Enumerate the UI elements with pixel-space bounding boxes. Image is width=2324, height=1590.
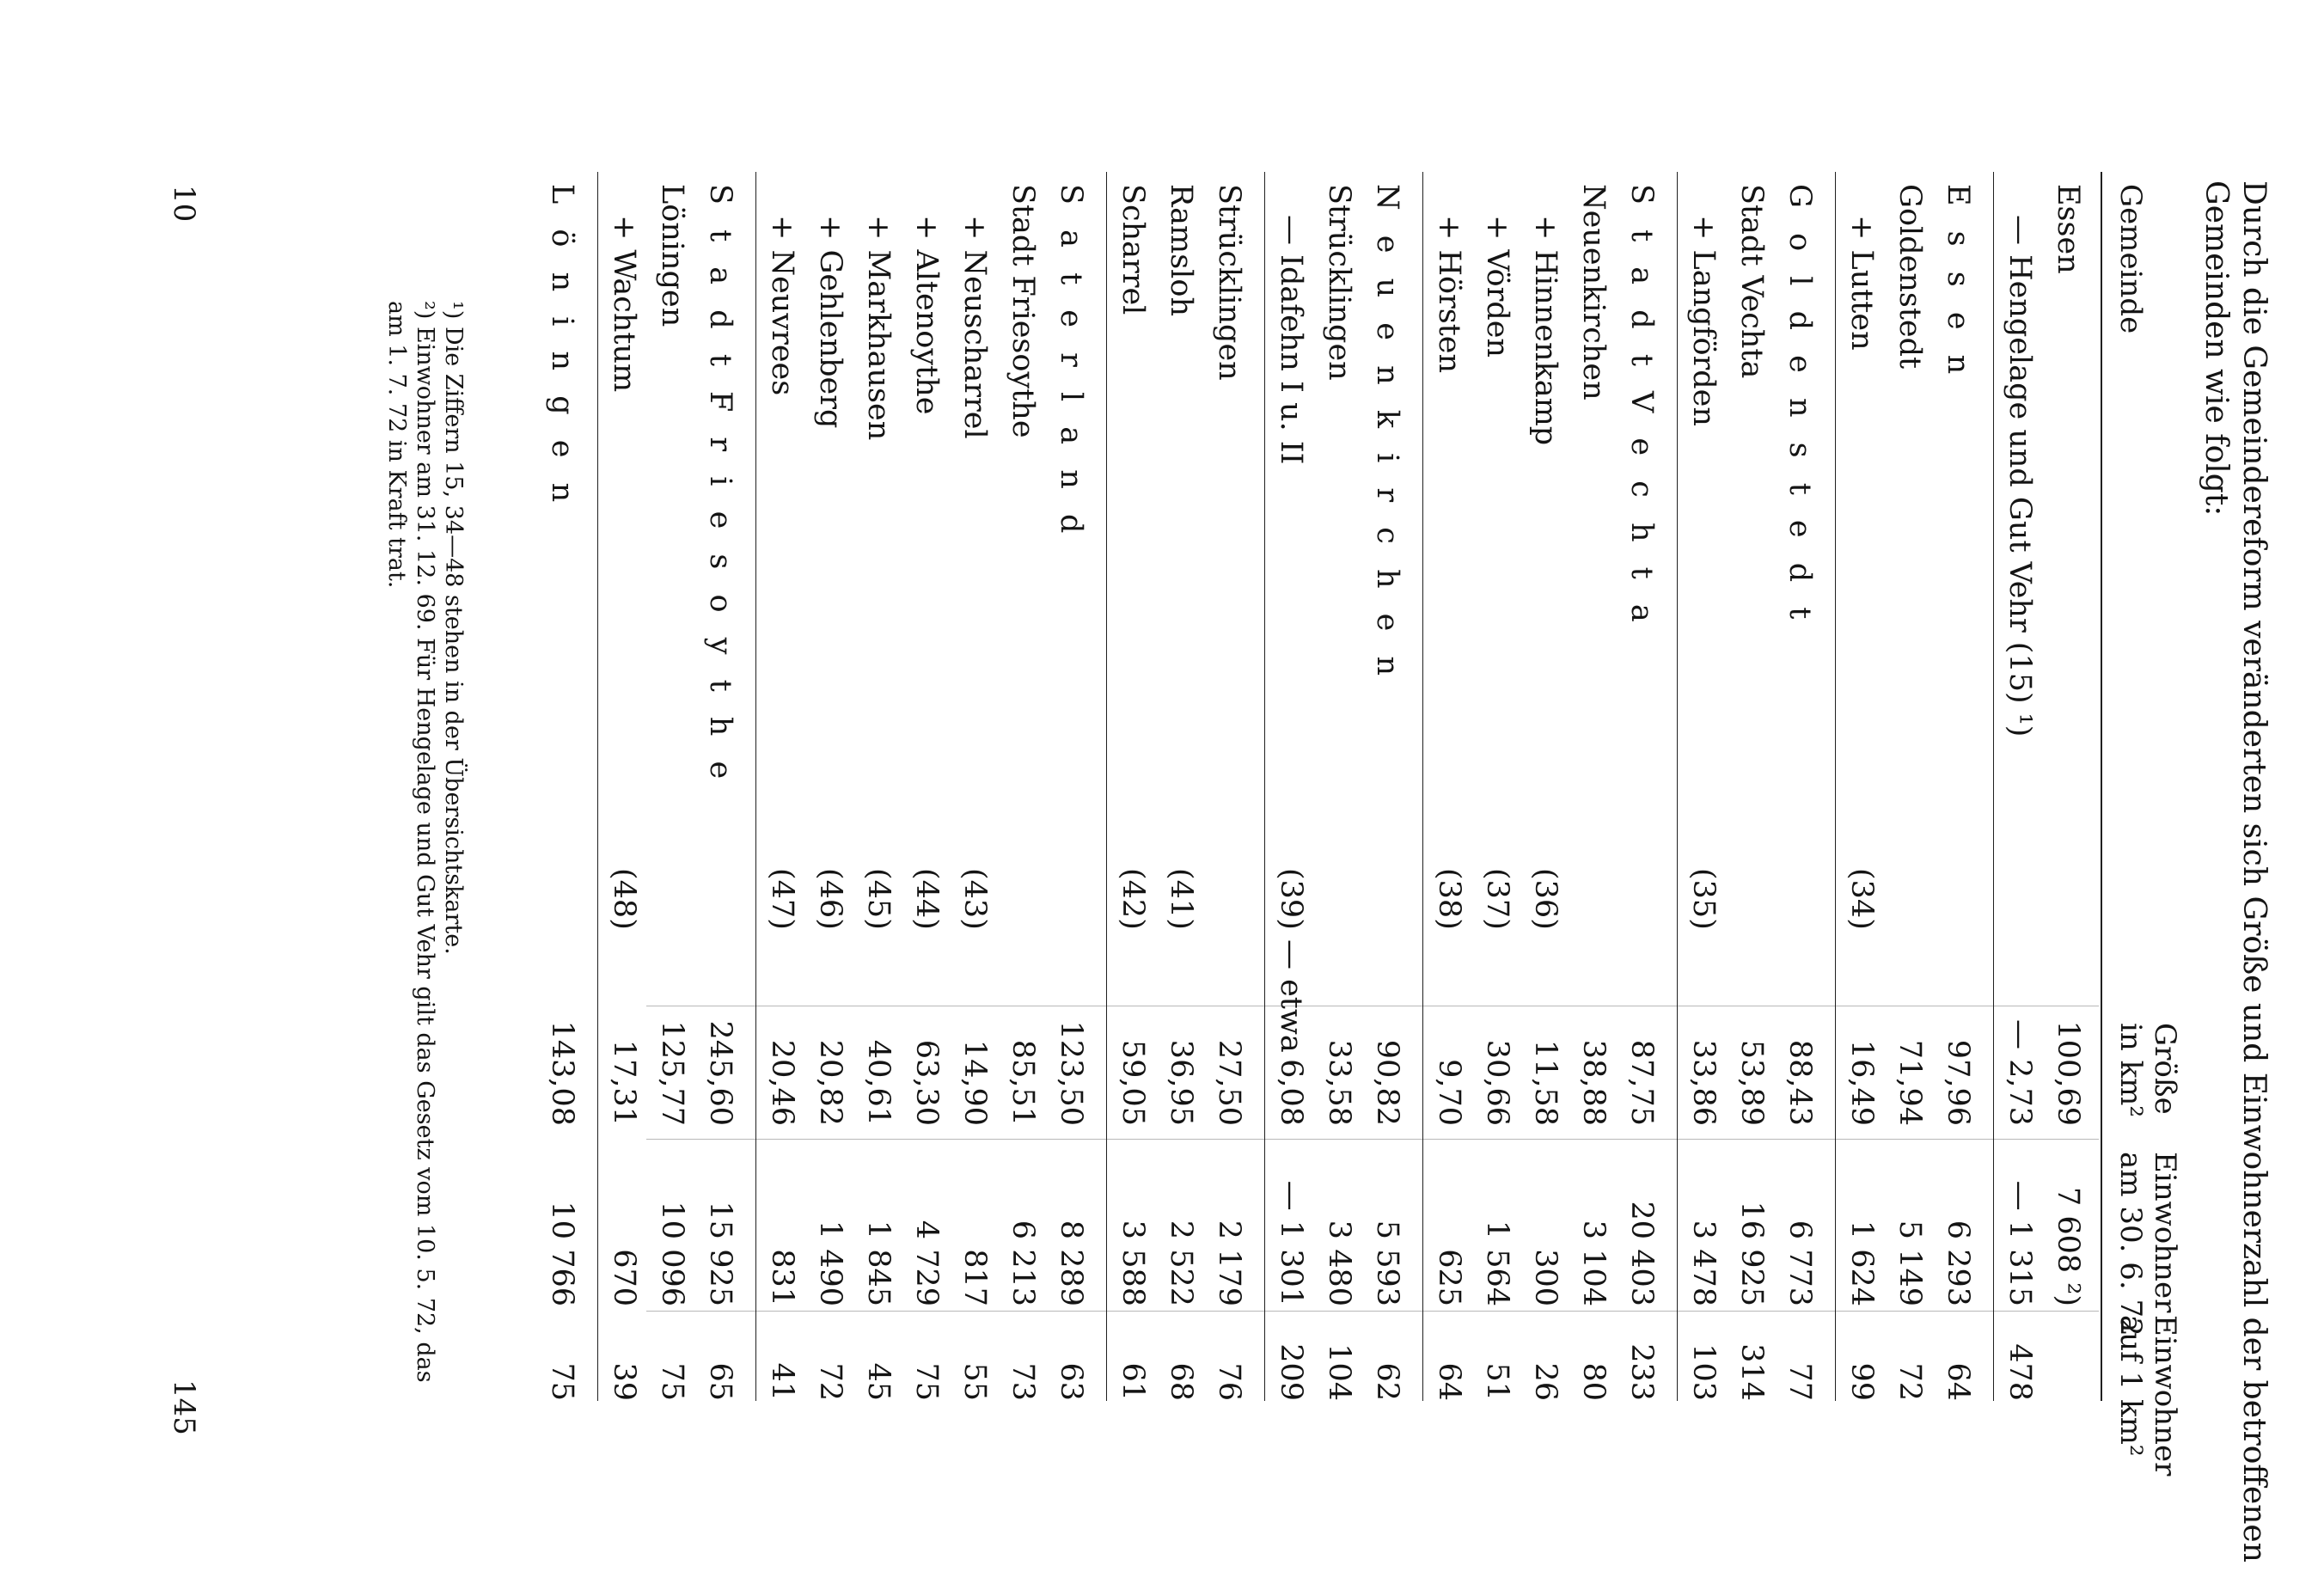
row-density: 64 <box>1432 1362 1466 1401</box>
table-row <box>696 0 744 1573</box>
row-population: 1 845 <box>861 1220 896 1306</box>
row-area: — 2,73 <box>2003 1018 2037 1126</box>
row-population: 5 593 <box>1370 1220 1404 1306</box>
row-population: 20 403 <box>1624 1201 1659 1306</box>
row-area: 6,08 <box>1274 1059 1308 1126</box>
header-groesse-line1: Größe <box>2148 1023 2182 1115</box>
row-area: 125,77 <box>655 1020 689 1126</box>
row-density: 55 <box>957 1362 992 1401</box>
row-population: 6 293 <box>1941 1220 1975 1306</box>
row-area: 97,96 <box>1941 1039 1975 1126</box>
row-name: Strücklingen <box>1322 184 1356 381</box>
row-population: 3 588 <box>1116 1220 1150 1306</box>
row-map-ref: (36) <box>1528 868 1563 930</box>
table-row <box>1728 0 1776 1573</box>
row-name: + Hinnenkamp <box>1528 215 1563 446</box>
row-density: 64 <box>1941 1362 1975 1401</box>
table-row <box>1996 0 2044 1573</box>
page-number-left: 10 <box>167 185 201 223</box>
row-area: 20,82 <box>813 1039 847 1126</box>
footnote-2: ²) Einwohner am 31. 12. 69. Für Hengelage und Gut Vehr gilt das Gesetz vom 10. 5. 72, das am 1. 7. 72 in Kraft trat. <box>383 301 438 1383</box>
row-density: 76 <box>1212 1362 1246 1401</box>
row-map-ref: (41) <box>1164 868 1198 930</box>
row-name: + Markhausen <box>861 215 896 441</box>
row-density: 478 <box>2003 1343 2037 1401</box>
row-area: 20,46 <box>765 1039 799 1126</box>
row-name: Scharrel <box>1116 184 1150 315</box>
row-population: 300 <box>1528 1249 1563 1306</box>
row-map-ref: (44) <box>909 868 944 930</box>
row-density: 233 <box>1624 1343 1659 1401</box>
row-area: 30,66 <box>1480 1039 1514 1126</box>
row-population: 8 289 <box>1054 1220 1088 1306</box>
section-rule <box>1106 172 1107 1401</box>
table-row <box>902 0 951 1573</box>
row-map-ref: (47) <box>765 868 799 930</box>
row-density: 75 <box>655 1362 689 1401</box>
row-name: + Gehlenberg <box>813 215 847 429</box>
table-row <box>999 0 1047 1573</box>
row-area: 16,49 <box>1844 1039 1879 1126</box>
row-density: 209 <box>1274 1343 1308 1401</box>
row-density: 80 <box>1576 1362 1611 1401</box>
row-name: + Langförden <box>1686 215 1721 426</box>
table-row <box>806 0 854 1573</box>
table-row <box>648 0 696 1573</box>
row-density: 103 <box>1686 1343 1721 1401</box>
row-population: 3 480 <box>1322 1220 1356 1306</box>
row-area: 63,30 <box>909 1039 944 1126</box>
row-population: 7 608 ²) <box>2051 1186 2085 1306</box>
row-name: Ramsloh <box>1164 184 1198 316</box>
row-name: — Idafehn I u. II <box>1274 215 1308 465</box>
table-row <box>1934 0 1982 1573</box>
row-area: 245,60 <box>703 1020 737 1126</box>
row-area: 85,51 <box>1006 1039 1040 1126</box>
row-density: 104 <box>1322 1343 1356 1401</box>
row-name: G o l d e n s t e d t <box>1783 184 1817 627</box>
row-population: 10 766 <box>545 1201 579 1306</box>
row-density: 62 <box>1370 1362 1404 1401</box>
row-map-ref: (46) <box>813 868 847 930</box>
row-density: 51 <box>1480 1362 1514 1401</box>
row-name: — Hengelage und Gut Vehr (15) ¹) <box>2003 215 2037 737</box>
row-map-ref: (48) <box>607 868 641 930</box>
table-row <box>538 0 586 1573</box>
row-map-ref: (35) <box>1686 868 1721 930</box>
row-map-ref: (38) <box>1432 868 1466 930</box>
row-name: N e u e n k i r c h e n <box>1370 184 1404 684</box>
row-density: 75 <box>545 1362 579 1401</box>
row-density: 314 <box>1734 1343 1769 1401</box>
row-map-ref: (43) <box>957 868 992 930</box>
table-row <box>1315 0 1363 1573</box>
row-density: 45 <box>861 1362 896 1401</box>
table-row <box>1363 0 1411 1573</box>
row-population: 1 624 <box>1844 1220 1879 1306</box>
row-name: Löningen <box>655 184 689 327</box>
row-population: — 1 301 <box>1274 1180 1308 1306</box>
row-density: 99 <box>1844 1362 1879 1401</box>
row-area: 100,69 <box>2051 1020 2085 1126</box>
row-density: 72 <box>813 1362 847 1401</box>
row-name: S t a d t V e c h t a <box>1624 184 1659 630</box>
row-map-ref: (34) <box>1844 868 1879 930</box>
row-density: 72 <box>1893 1362 1927 1401</box>
table-row <box>1425 0 1473 1573</box>
row-name: Essen <box>2051 184 2085 274</box>
row-name: E s s e n <box>1941 184 1975 382</box>
section-rule <box>1835 172 1836 1401</box>
row-map-ref: (45) <box>861 868 896 930</box>
row-area: 87,75 <box>1624 1039 1659 1126</box>
row-name: Stadt Vechta <box>1734 184 1769 379</box>
row-area: 9,70 <box>1432 1059 1466 1126</box>
header-rule <box>2101 172 2102 1401</box>
table-row <box>854 0 902 1573</box>
table-row <box>1157 0 1205 1573</box>
row-name: Stadt Friesoythe <box>1006 184 1040 438</box>
row-population: — 1 315 <box>2003 1180 2037 1306</box>
row-area: 33,86 <box>1686 1039 1721 1126</box>
header-gemeinde: Gemeinde <box>2113 184 2148 334</box>
row-population: 817 <box>957 1249 992 1306</box>
row-name: + Wachtum <box>607 215 641 393</box>
table-row <box>1838 0 1886 1573</box>
row-area: 71,94 <box>1893 1039 1927 1126</box>
row-density: 77 <box>1783 1362 1817 1401</box>
row-name: S a t e r l a n d <box>1054 184 1088 541</box>
row-population: 2 179 <box>1212 1220 1246 1306</box>
row-map-ref: (42) <box>1116 868 1150 930</box>
row-population: 15 925 <box>703 1201 737 1306</box>
row-area: 59,05 <box>1116 1039 1150 1126</box>
intro-paragraph: Durch die Gemeindereform veränderten sich Größe und Einwohnerzahl der betroffenen Gemeinden wie folgt: <box>2199 180 2272 1562</box>
row-population: 3 478 <box>1686 1220 1721 1306</box>
row-population: 1 490 <box>813 1220 847 1306</box>
row-name: + Neuscharrel <box>957 215 992 439</box>
row-area: 53,89 <box>1734 1039 1769 1126</box>
row-population: 10 096 <box>655 1201 689 1306</box>
row-name: + Neuvrees <box>765 215 799 396</box>
row-name: + Lutten <box>1844 215 1879 351</box>
row-density: 39 <box>607 1362 641 1401</box>
row-density: 63 <box>1054 1362 1088 1401</box>
table-row <box>1521 0 1569 1573</box>
row-population: 6 773 <box>1783 1220 1817 1306</box>
table-row <box>2044 0 2092 1573</box>
row-area: 143,08 <box>545 1020 579 1126</box>
row-area: 88,43 <box>1783 1039 1817 1126</box>
header-einwohner-line2: am 30. 6. 72 <box>2113 1152 2148 1336</box>
row-density: 68 <box>1164 1362 1198 1401</box>
table-row <box>1205 0 1253 1573</box>
table-row <box>1473 0 1521 1573</box>
header-einwohner-line1: Einwohner <box>2148 1152 2182 1313</box>
table-row <box>758 0 806 1573</box>
table-row <box>1679 0 1728 1573</box>
header-groesse-line2: in km² <box>2113 1023 2148 1118</box>
row-name: Strücklingen <box>1212 184 1246 381</box>
row-population: 1 564 <box>1480 1220 1514 1306</box>
section-rule <box>1422 172 1423 1401</box>
row-area: 14,90 <box>957 1039 992 1126</box>
row-area: 33,58 <box>1322 1039 1356 1126</box>
row-name: + Hörsten <box>1432 215 1466 374</box>
header-dichte-line2: auf 1 km² <box>2113 1315 2148 1457</box>
row-population: 670 <box>607 1249 641 1306</box>
footnotes <box>382 301 468 1384</box>
table-row <box>1569 0 1618 1573</box>
row-area: 36,95 <box>1164 1039 1198 1126</box>
row-population: 831 <box>765 1249 799 1306</box>
header-dichte-line1: Einwohner <box>2148 1315 2182 1477</box>
table-row <box>1618 0 1666 1573</box>
row-population: 5 149 <box>1893 1220 1927 1306</box>
row-map-ref: (39) — etwa <box>1274 868 1308 1053</box>
row-name: + Altenoythe <box>909 215 944 415</box>
table-row <box>1776 0 1824 1573</box>
row-area: 40,61 <box>861 1039 896 1126</box>
row-population: 16 925 <box>1734 1201 1769 1306</box>
row-name: + Vörden <box>1480 215 1514 358</box>
section-rule <box>755 172 756 1401</box>
row-population: 6 213 <box>1006 1220 1040 1306</box>
row-density: 75 <box>909 1362 944 1401</box>
row-name: Neuenkirchen <box>1576 184 1611 401</box>
table-row <box>951 0 999 1573</box>
row-density: 73 <box>1006 1362 1040 1401</box>
row-map-ref: (37) <box>1480 868 1514 930</box>
row-population: 2 522 <box>1164 1220 1198 1306</box>
section-rule <box>1993 172 1994 1401</box>
row-population: 4 729 <box>909 1220 944 1306</box>
row-area: 11,58 <box>1528 1039 1563 1126</box>
row-density: 26 <box>1528 1362 1563 1401</box>
table-row <box>1267 0 1315 1573</box>
row-density: 41 <box>765 1362 799 1401</box>
row-area: 90,82 <box>1370 1039 1404 1126</box>
row-name: L ö n i n g e n <box>545 184 579 511</box>
row-population: 625 <box>1432 1249 1466 1306</box>
section-rule <box>597 172 598 1401</box>
table-row <box>1047 0 1095 1573</box>
table-row <box>1109 0 1157 1573</box>
row-density: 61 <box>1116 1362 1150 1401</box>
row-area: 123,50 <box>1054 1020 1088 1126</box>
row-name: S t a d t F r i e s o y t h e <box>703 184 737 787</box>
row-area: 38,88 <box>1576 1039 1611 1126</box>
table-row <box>1886 0 1934 1573</box>
row-density: 65 <box>703 1362 737 1401</box>
section-rule <box>1264 172 1265 1401</box>
row-population: 3 104 <box>1576 1220 1611 1306</box>
section-rule <box>1677 172 1678 1401</box>
row-name: Goldenstedt <box>1893 184 1927 370</box>
page-number-right: 145 <box>167 1379 201 1435</box>
table-row <box>600 0 648 1573</box>
footnote-1: ¹) Die Ziffern 15, 34—48 stehen in der Übersichtskarte. <box>440 301 467 955</box>
row-area: 17,31 <box>607 1039 641 1126</box>
row-area: 27,50 <box>1212 1039 1246 1126</box>
